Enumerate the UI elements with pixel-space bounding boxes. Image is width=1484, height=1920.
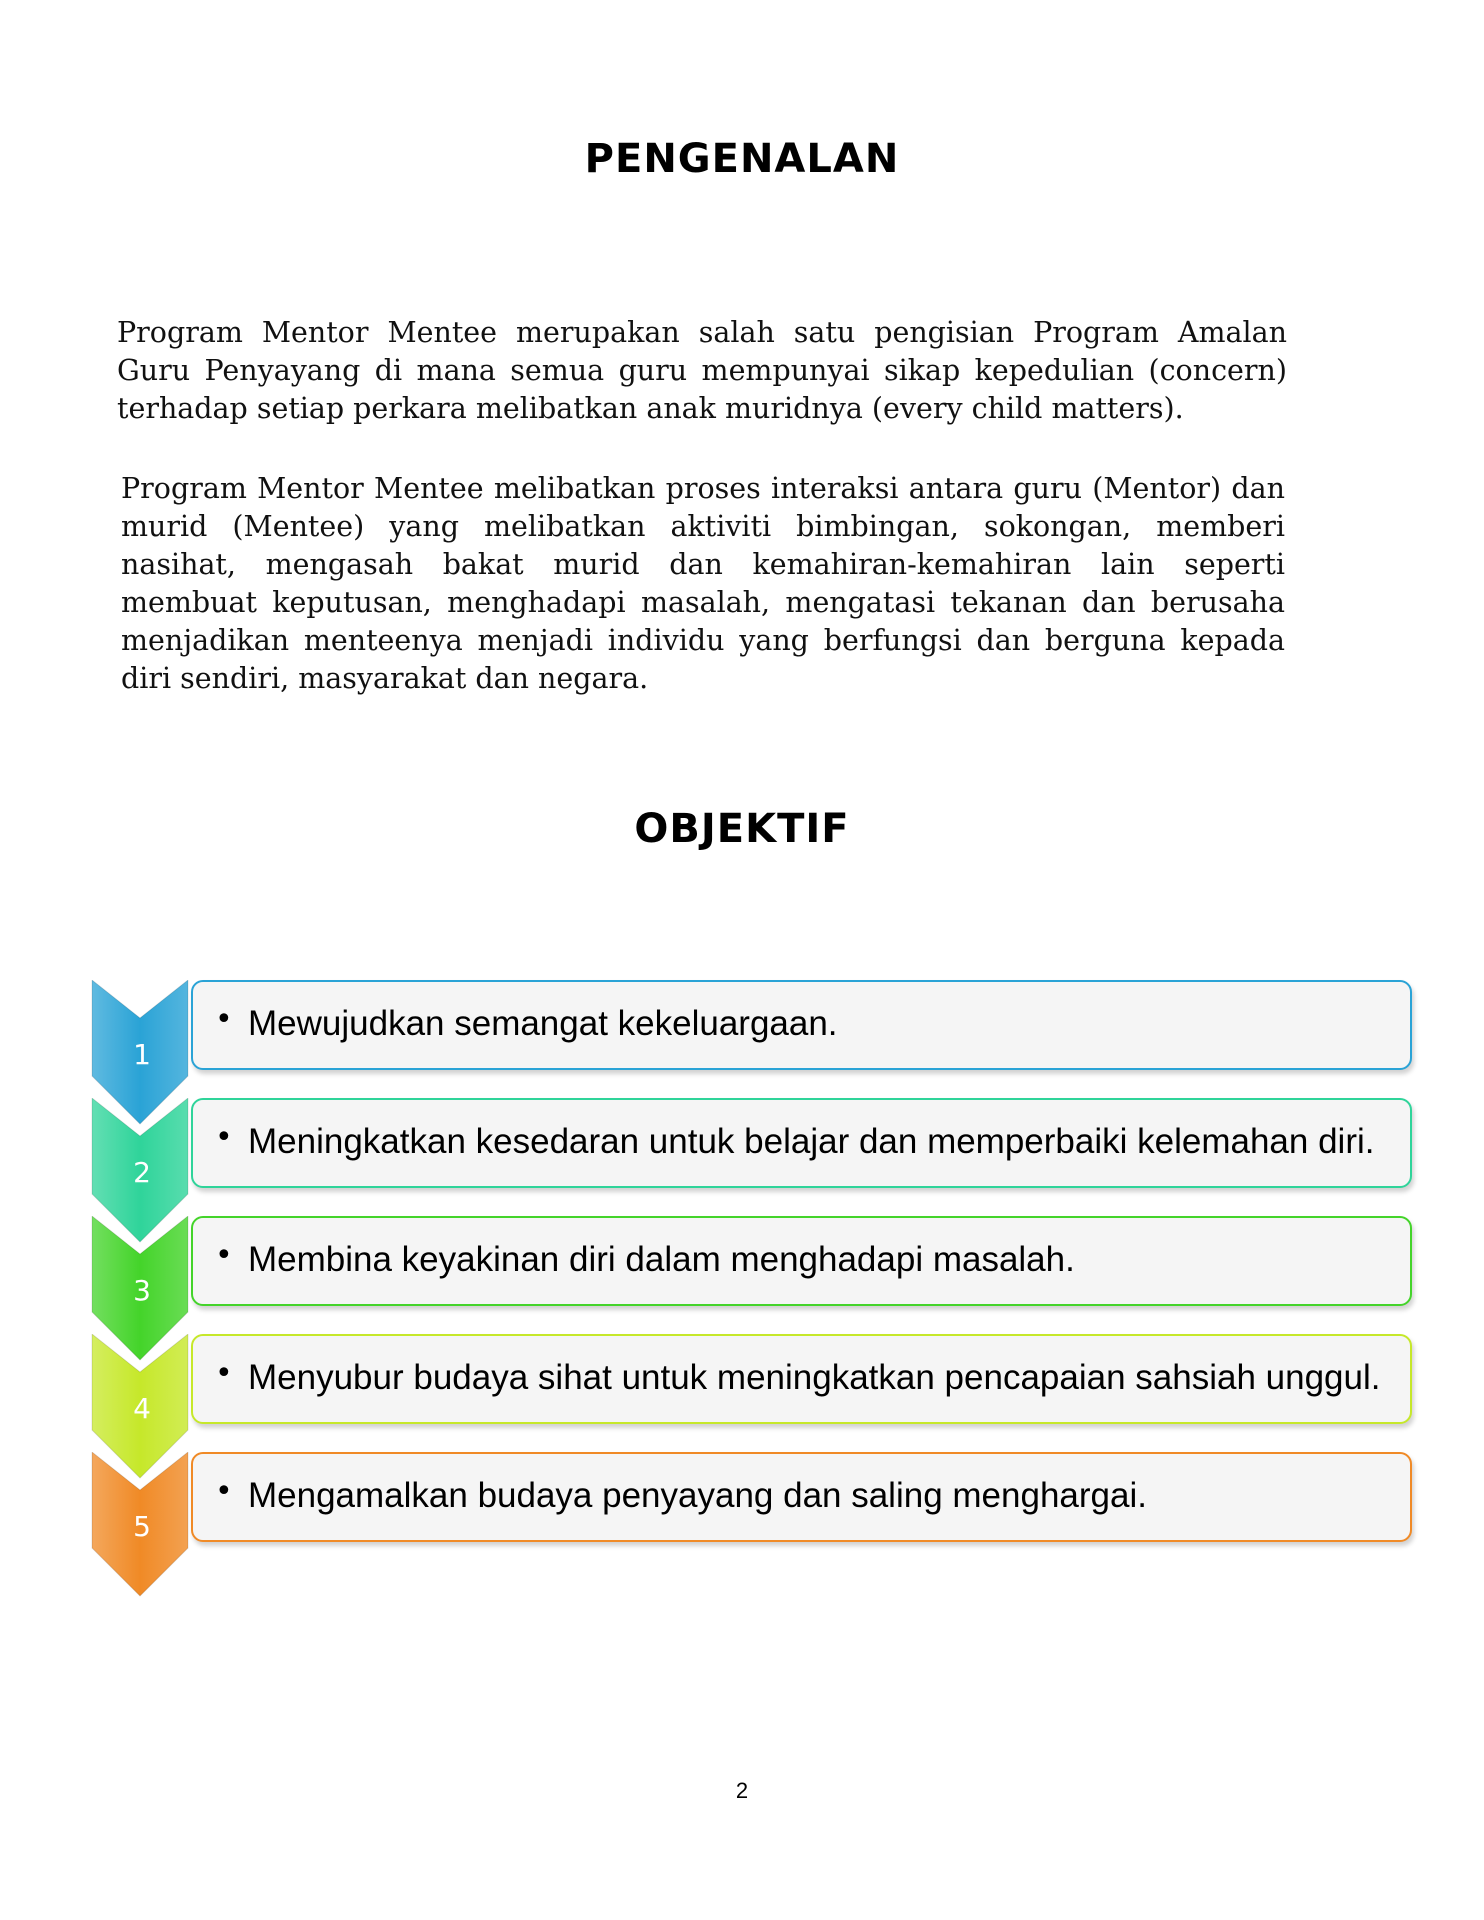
- objective-text: Menyubur budaya sihat untuk meningkatkan pencapaian sahsiah unggul.: [248, 1358, 1381, 1397]
- bullet-icon: •: [215, 1356, 233, 1391]
- bullet-icon: •: [215, 1002, 233, 1037]
- page-number: 2: [735, 1778, 749, 1803]
- objective-number: 3: [133, 1274, 151, 1307]
- objective-box: [191, 1098, 1412, 1188]
- objective-box: [191, 1334, 1412, 1424]
- pengenalan-paragraph-2: Program Mentor Mentee melibatkan proses interaksi antara guru (Mentor) dan murid (Mentee) yang melibatkan aktiviti bimbingan, sokongan, memberi nasihat, mengasah bakat murid dan kemahiran-kemahiran lain seperti membuat keputusan, menghadapi masalah, mengatasi tekanan dan berusaha menjadikan menteenya menjadi individu yang berfungsi dan berguna kepada diri sendiri, masyarakat dan negara.: [121, 472, 1285, 695]
- objective-number: 5: [133, 1510, 151, 1543]
- objective-number: 4: [133, 1392, 151, 1425]
- objective-box: [191, 1216, 1412, 1306]
- bullet-icon: •: [215, 1238, 233, 1273]
- objective-box: [191, 1452, 1412, 1542]
- objective-box: [191, 980, 1412, 1070]
- objective-text: Membina keyakinan diri dalam menghadapi masalah.: [248, 1240, 1075, 1279]
- objective-text: Meningkatkan kesedaran untuk belajar dan memperbaiki kelemahan diri.: [248, 1122, 1375, 1161]
- objective-number: 2: [133, 1156, 151, 1189]
- section-title-pengenalan: PENGENALAN: [584, 136, 900, 182]
- objective-item: [0, 1452, 1484, 1602]
- objective-text: Mewujudkan semangat kekeluargaan.: [248, 1004, 838, 1043]
- bullet-icon: •: [215, 1474, 233, 1509]
- section-title-objektif: OBJEKTIF: [634, 806, 850, 852]
- bullet-icon: •: [215, 1120, 233, 1155]
- objective-number: 1: [133, 1038, 151, 1071]
- objective-text: Mengamalkan budaya penyayang dan saling menghargai.: [248, 1476, 1147, 1515]
- pengenalan-paragraph-1: Program Mentor Mentee merupakan salah satu pengisian Program Amalan Guru Penyayang di mana semua guru mempunyai sikap kepedulian (concern) terhadap setiap perkara melibatkan anak muridnya (every child matters).: [117, 316, 1287, 425]
